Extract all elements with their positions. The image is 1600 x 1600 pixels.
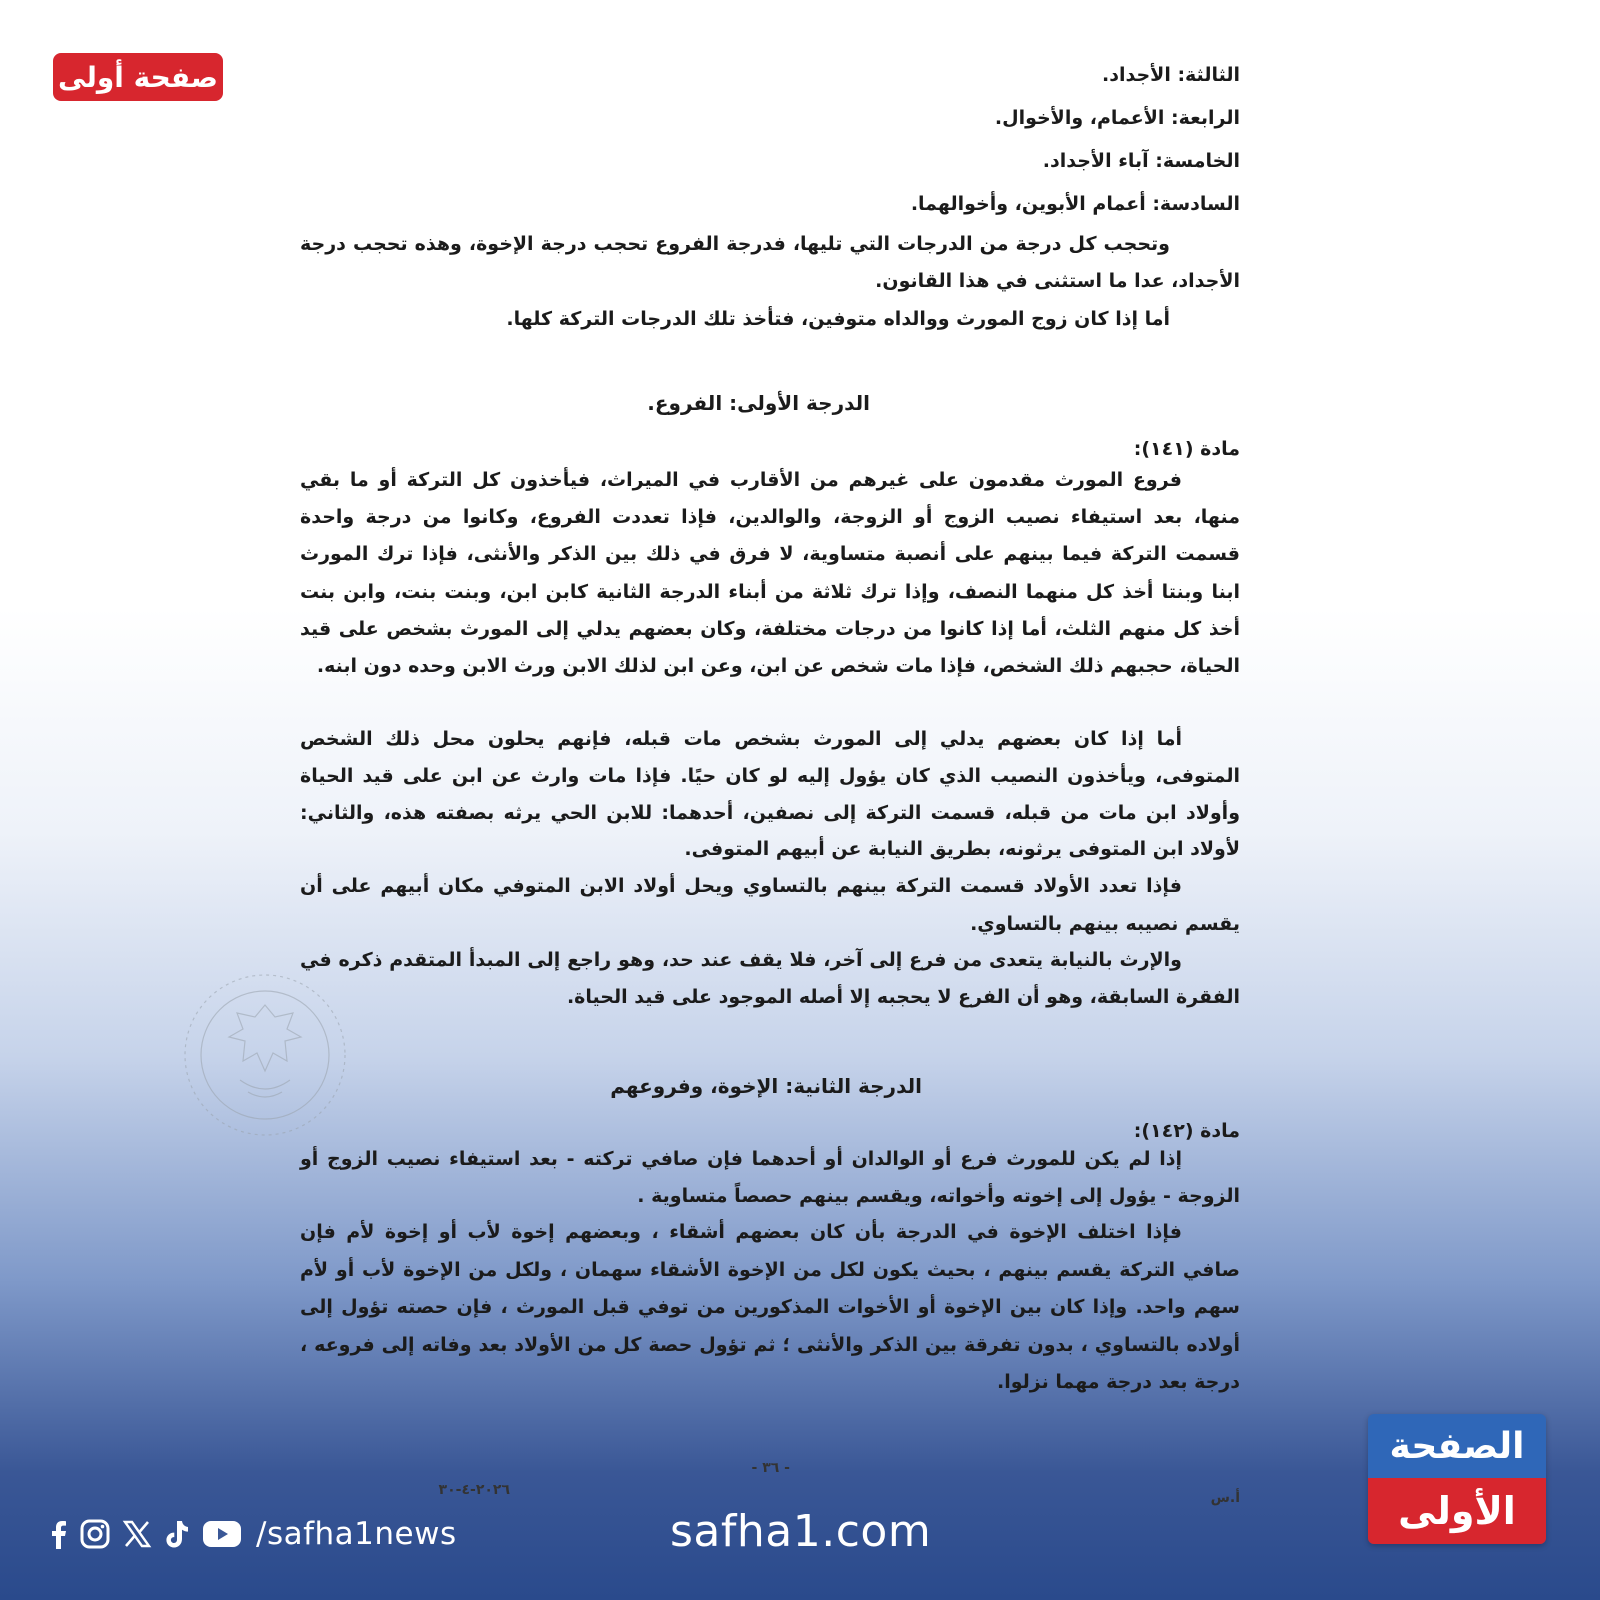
article-142-title: مادة (١٤٢): [1133, 1120, 1240, 1142]
article-142-paragraph-2: فإذا اختلف الإخوة في الدرجة بأن كان بعضهم أشقاء ، وبعضهم إخوة لأب أو إخوة لأم فإن صافي التركة يقسم بينهم ، بحيث يكون لكل من الإخوة الأشقاء سهمان ، ولكل من الإخوة لأب أو لأم سهم واحد. وإذا كان بين الإخوة أو الأخوات المذكورين من توفي قبل المورث ، فإن حصته تؤول إلى أولاده بالتساوي ، بدون تفرقة بين الذكر والأنثى ؛ ثم تؤول حصة كل من الأولاد بعد وفاته إلى فروعه ، درجة بعد درجة مهما نزلوا. [300, 1221, 1240, 1393]
footer-date: ٢٠٢٦-٤-٣٠ [438, 1482, 510, 1498]
x-icon[interactable] [122, 1519, 152, 1549]
section-heading-first-degree: الدرجة الأولى: الفروع. [647, 391, 870, 415]
brand-logo [1368, 1414, 1546, 1544]
degree-four-line: الرابعة: الأعمام، والأخوال. [994, 107, 1240, 129]
degree-six-line: السادسة: أعمام الأبوين، وأخوالهما. [910, 193, 1240, 215]
social-links [48, 1514, 457, 1554]
brand-badge [53, 53, 223, 101]
degree-three-line: الثالثة: الأجداد. [1102, 64, 1240, 86]
article-142-paragraph-1: إذا لم يكن للمورث فرع أو الوالدان أو أحدهما فإن صافي تركته - بعد استيفاء نصيب الزوج أو الزوجة - يؤول إلى إخوته وأخواته، ويقسم بينهم حصصاً متساوية . [300, 1148, 1240, 1207]
document-page [300, 58, 1240, 1518]
section-heading-second-degree: الدرجة الثانية: الإخوة، وفروعهم [610, 1074, 922, 1098]
website-url[interactable]: safha1.com [670, 1506, 932, 1557]
brand-logo-top: الصفحة [1368, 1414, 1546, 1478]
brand-logo-bottom: الأولى [1368, 1478, 1546, 1544]
article-141-title: مادة (١٤١): [1133, 438, 1240, 460]
intro-paragraph-2: أما إذا كان زوج المورث ووالداه متوفين، فتأخذ تلك الدرجات التركة كلها. [506, 308, 1170, 330]
intro-paragraph: وتحجب كل درجة من الدرجات التي تليها، فدرجة الفروع تحجب درجة الإخوة، وهذه تحجب درجة الأجداد، عدا ما استثنى في هذا القانون. [300, 233, 1240, 293]
instagram-icon[interactable] [80, 1519, 110, 1549]
tiktok-icon[interactable] [164, 1519, 190, 1549]
article-141-paragraph-2: أما إذا كان بعضهم يدلي إلى المورث بشخص مات قبله، فإنهم يحلون محل ذلك الشخص المتوفى، ويأخذون النصيب الذي كان يؤول إليه لو كان حيًا. فإذا مات وارث عن ابن على قيد الحياة وأولاد ابن مات من قبله، قسمت التركة إلى نصفين، أحدهما: للابن الحي يرثه بصفته هذه، والثاني: لأولاد ابن المتوفى يرثونه، بطريق النيابة عن أبيهم المتوفى. [300, 728, 1240, 861]
article-141-paragraph-4: والإرث بالنيابة يتعدى من فرع إلى آخر، فلا يقف عند حد، وهو راجع إلى المبدأ المتقدم ذكره في الفقرة السابقة، وهو أن الفرع لا يحجبه إلا أصله الموجود على قيد الحياة. [300, 949, 1240, 1008]
brand-badge-label: صفحة أولى [58, 60, 218, 94]
social-handle[interactable]: /safha1news [256, 1516, 457, 1552]
article-141-paragraph-1: فروع المورث مقدمون على غيرهم من الأقارب في الميراث، فيأخذون كل التركة أو ما بقي منها، بعد استيفاء نصيب الزوج أو الزوجة، والوالدين، فإذا تعددت الفروع، وكانوا من درجة واحدة قسمت التركة فيما بينهم على أنصبة متساوية، لا فرق في ذلك بين الذكر والأنثى، فإذا ترك المورث ابنا وبنتا أخذ كل منهما النصف، وإذا ترك ثلاثة من أبناء الدرجة الثانية كابن ابن، وبنت بنت، وابن بنت أخذ كل منهم الثلث، أما إذا كانوا من درجات مختلفة، وكان بعضهم يدلي إلى المورث بشخص على قيد الحياة، حجبهم ذلك الشخص، فإذا مات شخص عن ابن، وعن ابن لذلك الابن ورث الابن وحده دون ابنه. [300, 469, 1240, 678]
facebook-icon[interactable] [48, 1519, 68, 1549]
article-141-paragraph-3: فإذا تعدد الأولاد قسمت التركة بينهم بالتساوي ويحل أولاد الابن المتوفي مكان أبيهم على أن يقسم نصيبه بينهم بالتساوي. [300, 875, 1240, 935]
youtube-icon[interactable] [202, 1519, 242, 1549]
page-number: - ٣٦ - [751, 1460, 790, 1476]
footer-initials: أ.س [1210, 1490, 1240, 1506]
degree-five-line: الخامسة: آباء الأجداد. [1042, 150, 1240, 172]
